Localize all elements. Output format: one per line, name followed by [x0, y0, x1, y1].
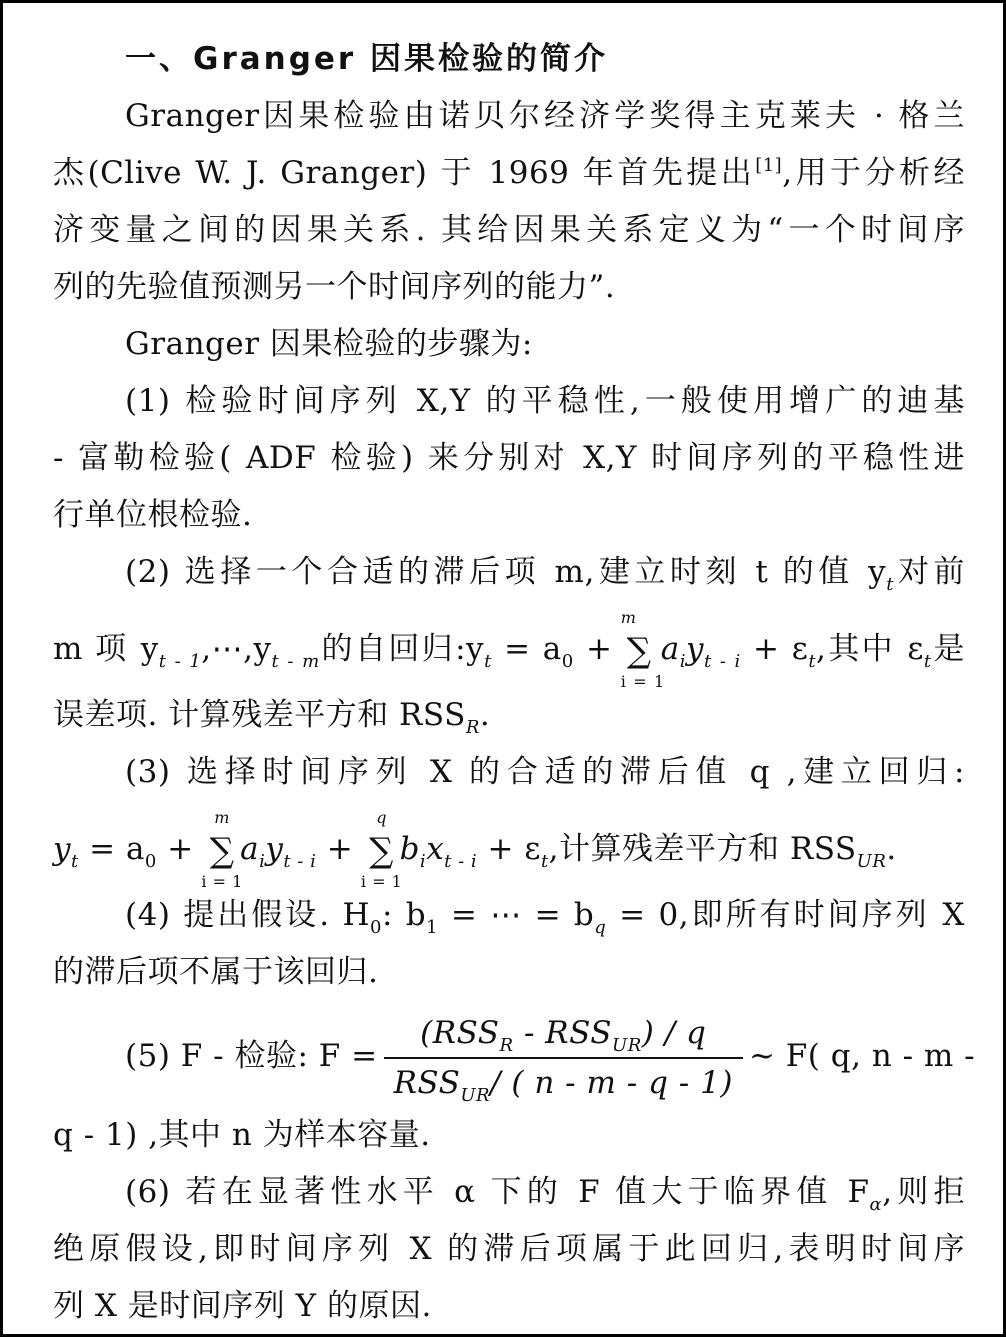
text-line: (1) 检验时间序列 X,Y 的平稳性,一般使用增广的迪基 — [125, 383, 965, 419]
text-span: (2) 选择一个合适的滞后项 m,建立时刻 t 的值 y — [125, 554, 887, 590]
fraction — [384, 1013, 743, 1106]
subscript: UR — [612, 1034, 642, 1056]
math-var: b — [399, 831, 420, 867]
text-line: 济变量之间的因果关系. 其给因果关系定义为“一个时间序 — [53, 212, 965, 248]
text-line — [125, 552, 966, 595]
equation-line — [53, 607, 966, 691]
subscript: t - 1 — [158, 651, 202, 672]
text-line — [53, 695, 965, 738]
subscript: i — [259, 851, 266, 872]
text-line: Granger因果检验由诺贝尔经济学奖得主克莱夫 · 格兰 — [125, 98, 965, 134]
subscript: t - m — [271, 651, 320, 672]
subscript: 0 — [561, 651, 574, 672]
text-span: (RSS — [420, 1014, 500, 1051]
steps-intro: Granger 因果检验的步骤为: — [125, 326, 533, 362]
section-heading: 一、Granger 因果检验的简介 — [125, 41, 609, 77]
text-span: ,用于分析经 — [782, 155, 965, 191]
subscript: UR — [460, 1084, 491, 1106]
text-span: + — [585, 631, 613, 667]
summation-sign: ∑ m i = 1 — [201, 807, 243, 891]
text-line — [125, 895, 965, 938]
subscript: R — [499, 1034, 514, 1056]
subscript: 1 — [426, 917, 439, 938]
sum-upper-limit: m — [620, 607, 637, 627]
sum-upper-limit: m — [214, 807, 230, 827]
text-span: 是 — [931, 631, 966, 667]
sum-upper-limit: q — [376, 807, 387, 827]
equation-line — [53, 807, 965, 891]
subscript: t - i — [703, 651, 741, 672]
text-span: ,其中 ε — [816, 631, 924, 667]
sum-lower-limit: i = 1 — [360, 871, 403, 891]
text-span: 误差项. 计算残差平方和 RSS — [53, 697, 466, 733]
summation-sign: ∑ q i = 1 — [360, 807, 403, 891]
fraction-denominator — [384, 1059, 743, 1106]
text-line — [53, 153, 965, 193]
text-span: (5) F - 检验: F = — [125, 1038, 378, 1074]
text-span: 杰(Clive W. J. Granger) 于 1969 年首先提出 — [53, 155, 756, 191]
text-span: + — [167, 831, 194, 867]
text-line: (3) 选择时间序列 X 的合适的滞后值 q ,建立回归: — [125, 754, 965, 790]
subscript: t - i — [444, 851, 478, 872]
text-span: / ( n - m - q - 1) — [490, 1064, 733, 1101]
text-line: 行单位根检验. — [53, 497, 253, 533]
fraction-numerator — [384, 1013, 743, 1059]
text-line: q - 1) ,其中 n 为样本容量. — [53, 1117, 431, 1153]
math-var: y — [685, 631, 704, 667]
subscript: q — [594, 917, 607, 938]
text-span: : b — [381, 897, 427, 933]
math-var: y — [53, 831, 72, 867]
subscript: UR — [856, 851, 887, 872]
text-line: 列 X 是时间序列 Y 的原因. — [53, 1288, 432, 1324]
text-span: . — [886, 831, 897, 867]
text-line: - 富勒检验( ADF 检验) 来分别对 X,Y 时间序列的平稳性进 — [53, 440, 965, 476]
text-span: = a — [504, 631, 562, 667]
text-span: ,⋯,y — [201, 631, 272, 667]
text-span: + ε — [487, 831, 541, 867]
subscript: 0 — [144, 851, 157, 872]
text-span: 的自回归:y — [319, 631, 485, 667]
subscript: t — [923, 651, 932, 672]
text-span: = ⋯ = b — [450, 897, 595, 933]
text-span: = a — [89, 831, 145, 867]
text-line — [125, 1172, 965, 1215]
text-span: m 项 y — [53, 631, 159, 667]
subscript: t — [540, 851, 549, 872]
subscript: t — [71, 851, 79, 872]
subscript: R — [465, 717, 480, 738]
sum-lower-limit: i = 1 — [201, 871, 243, 891]
text-span: ) / q — [641, 1014, 707, 1051]
citation-ref: [1] — [755, 155, 783, 176]
text-span: 对前 — [893, 554, 966, 590]
subscript: t — [808, 651, 817, 672]
subscript: t — [886, 574, 894, 595]
text-span: (6) 若在显著性水平 α 下的 F 值大于临界值 F — [125, 1174, 870, 1210]
text-span: ~ F( q, n - m - — [748, 1038, 976, 1074]
text-span: . — [479, 697, 491, 733]
subscript: t - i — [283, 851, 317, 872]
math-var: x — [426, 831, 445, 867]
subscript: α — [869, 1194, 883, 1215]
text-span: = 0,即所有时间序列 X — [619, 897, 965, 933]
text-span: + — [326, 831, 354, 867]
math-var: a — [660, 631, 680, 667]
text-span: ,则拒 — [882, 1174, 965, 1210]
text-line: 绝原假设,即时间序列 X 的滞后项属于此回归,表明时间序 — [53, 1231, 965, 1267]
text-span: ,计算残差平方和 RSS — [548, 831, 857, 867]
subscript: i — [679, 651, 686, 672]
equation-line — [125, 1011, 976, 1106]
subscript: i — [419, 851, 427, 872]
text-span: + ε — [753, 631, 809, 667]
math-var: a — [240, 831, 260, 867]
math-var: y — [265, 831, 284, 867]
summation-sign: ∑ m i = 1 — [620, 607, 665, 691]
text-span: - RSS — [523, 1014, 613, 1051]
sum-lower-limit: i = 1 — [620, 671, 665, 691]
text-span: RSS — [393, 1064, 461, 1101]
subscript: t — [484, 651, 492, 672]
subscript: 0 — [370, 917, 382, 938]
text-line: 列的先验值预测另一个时间序列的能力”. — [53, 269, 616, 305]
text-line: 的滞后项不属于该回归. — [53, 954, 379, 990]
text-span: (4) 提出假设. H — [125, 897, 370, 933]
